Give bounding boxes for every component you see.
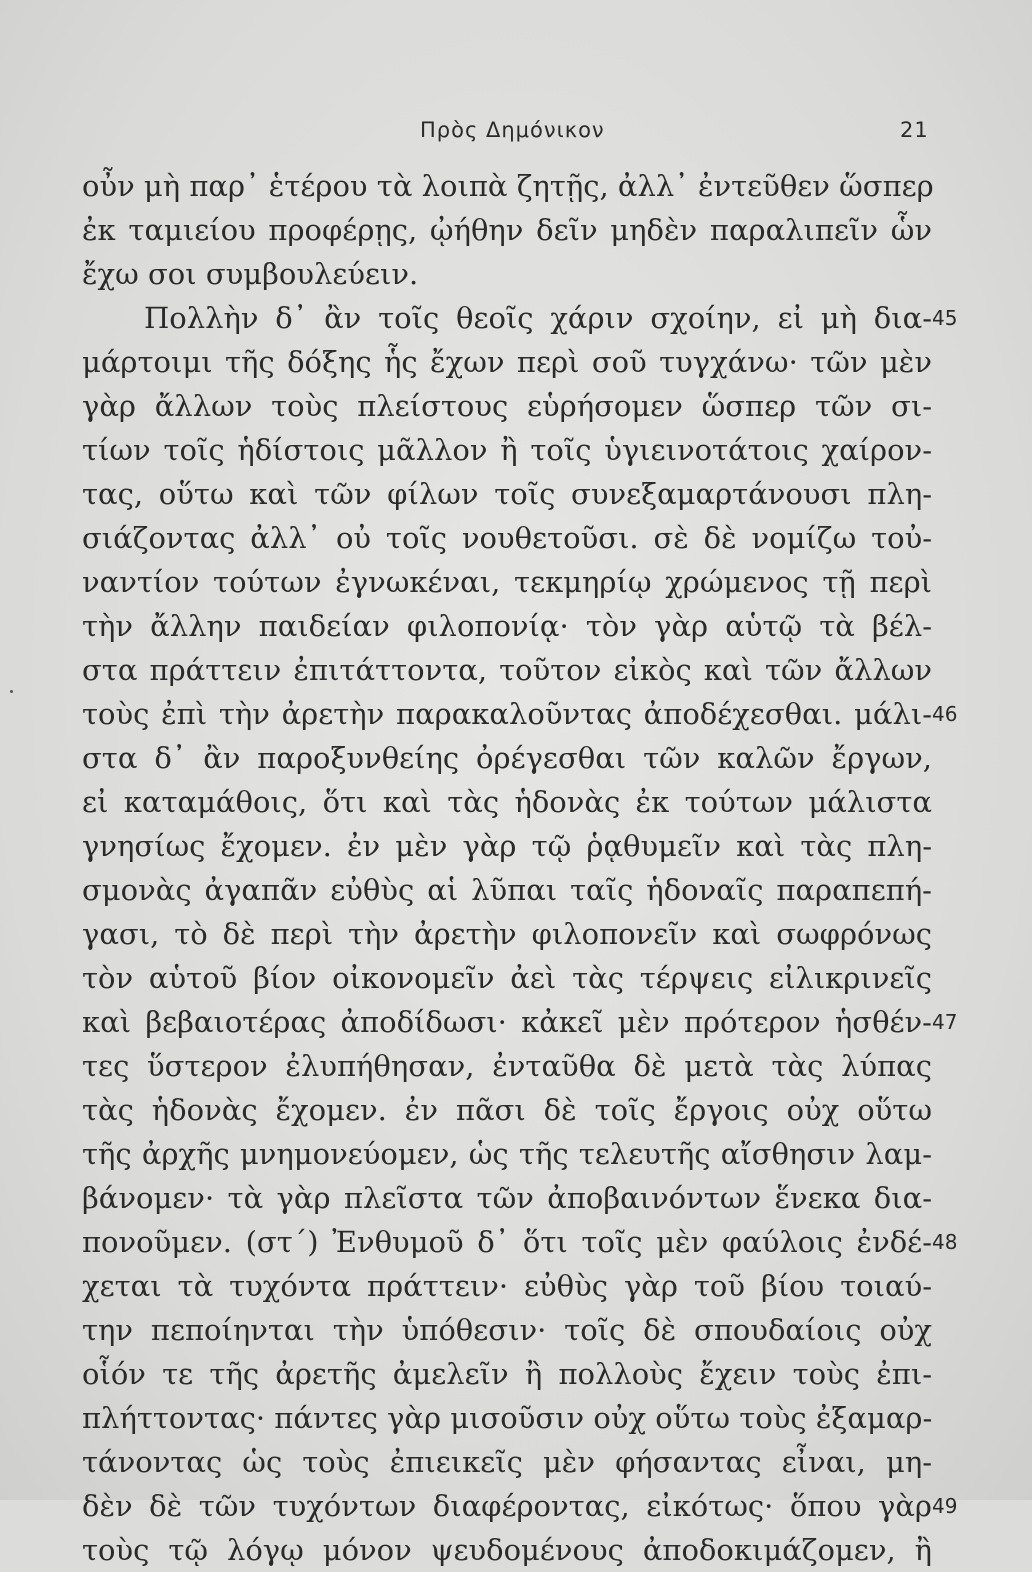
text-line: στα πράττειν ἐπιτάττοντα, τοῦτον εἰκὸς καὶ τῶν ἄλλων (82, 653, 932, 687)
text-line: γασι, τὸ δὲ περὶ τὴν ἀρετὴν φιλοπονεῖν καὶ σωφρόνως (82, 917, 932, 951)
text-line: καὶ βεβαιοτέρας ἀποδίδωσι· κἀκεῖ μὲν πρότερον ἡσθέν- (82, 1005, 932, 1039)
text-line: τοὺς ἐπὶ τὴν ἀρετὴν παρακαλοῦντας ἀποδέχεσθαι. μάλι- (82, 697, 932, 731)
text-line: οὖν μὴ παρ᾽ ἑτέρου τὰ λοιπὰ ζητῇς, ἀλλ᾽ ἐντεῦθεν ὥσπερ (82, 169, 934, 203)
text-line: εἰ καταμάθοις, ὅτι καὶ τὰς ἡδονὰς ἐκ τούτων μάλιστα (82, 785, 932, 819)
text-line: τὸν αὑτοῦ βίον οἰκονομεῖν ἀεὶ τὰς τέρψεις εἰλικρινεῖς (82, 961, 932, 995)
text-line: δὲν δὲ τῶν τυχόντων διαφέροντας, εἰκότως· ὅπου γὰρ (82, 1489, 932, 1523)
text-line: γὰρ ἄλλων τοὺς πλείστους εὑρήσομεν ὥσπερ τῶν σι- (82, 389, 932, 423)
body-text (82, 164, 932, 1572)
text-line: Πολλὴν δ᾽ ἂν τοῖς θεοῖς χάριν σχοίην, εἰ μὴ δια- (144, 301, 932, 335)
text-line: πονοῦμεν. (στ΄) Ἐνθυμοῦ δ᾽ ὅτι τοῖς μὲν φαύλοις ἐνδέ- (82, 1225, 932, 1259)
text-line: βάνομεν· τὰ γὰρ πλεῖστα τῶν ἀποβαινόντων ἕνεκα δια- (82, 1181, 932, 1215)
text-line: τὴν ἄλλην παιδείαν φιλοπονίᾳ· τὸν γὰρ αὑτῷ τὰ βέλ- (82, 609, 932, 643)
text-line: χεται τὰ τυχόντα πράττειν· εὐθὺς γὰρ τοῦ βίου τοιαύ- (82, 1269, 932, 1303)
text-line: τοὺς τῷ λόγῳ μόνον ψευδομένους ἀποδοκιμάζομεν, ἢ (82, 1533, 932, 1567)
text-line: πλήττοντας· πάντες γὰρ μισοῦσιν οὐχ οὕτω τοὺς ἐξαμαρ- (82, 1401, 933, 1435)
text-line: ἐκ ταμιείου προφέρῃς, ᾠήθην δεῖν μηδὲν παραλιπεῖν ὧν (82, 213, 932, 247)
text-line: σιάζοντας ἀλλ᾽ οὐ τοῖς νουθετοῦσι. σὲ δὲ νομίζω τοὐ- (82, 521, 932, 555)
text-line: γνησίως ἔχομεν. ἐν μὲν γὰρ τῷ ῥᾳθυμεῖν καὶ τὰς πλη- (82, 829, 932, 863)
text-line: τες ὕστερον ἐλυπήθησαν, ἐνταῦθα δὲ μετὰ τὰς λύπας (82, 1049, 932, 1083)
section-number: 47 (932, 1010, 958, 1034)
text-line: την πεποίηνται τὴν ὑπόθεσιν· τοῖς δὲ σπουδαίοις οὐχ (82, 1313, 932, 1347)
text-line: τάνοντας ὡς τοὺς ἐπιεικεῖς μὲν φήσαντας εἶναι, μη- (82, 1445, 932, 1479)
text-line: τας, οὕτω καὶ τῶν φίλων τοῖς συνεξαμαρτάνουσι πλη- (82, 477, 932, 511)
scan-speck (10, 690, 13, 693)
section-number: 49 (932, 1494, 958, 1518)
running-title: Πρὸς Δημόνικον (420, 118, 605, 142)
text-line: ναντίον τούτων ἐγνωκέναι, τεκμηρίῳ χρώμενος τῇ περὶ (82, 565, 932, 599)
text-line: στα δ᾽ ἂν παροξυνθείης ὀρέγεσθαι τῶν καλῶν ἔργων, (82, 741, 932, 775)
section-number: 48 (932, 1230, 958, 1254)
text-line: ἔχω σοι συμβουλεύειν. (82, 257, 419, 291)
text-line: μάρτοιμι τῆς δόξης ἧς ἔχων περὶ σοῦ τυγχάνω· τῶν μὲν (82, 345, 932, 379)
text-line: οἷόν τε τῆς ἀρετῆς ἀμελεῖν ἢ πολλοὺς ἔχειν τοὺς ἐπι- (82, 1357, 932, 1391)
section-number: 46 (932, 702, 958, 726)
section-number: 45 (932, 306, 958, 330)
text-line: τὰς ἡδονὰς ἔχομεν. ἐν πᾶσι δὲ τοῖς ἔργοις οὐχ οὕτω (82, 1093, 932, 1127)
text-line: τῆς ἀρχῆς μνημονεύομεν, ὡς τῆς τελευτῆς αἴσθησιν λαμ- (82, 1137, 932, 1171)
text-line: σμονὰς ἀγαπᾶν εὐθὺς αἱ λῦπαι ταῖς ἡδοναῖς παραπεπή- (82, 873, 932, 907)
text-line: τίων τοῖς ἡδίστοις μᾶλλον ἢ τοῖς ὑγιεινοτάτοις χαίρον- (82, 433, 932, 467)
page-number: 21 (900, 118, 929, 142)
